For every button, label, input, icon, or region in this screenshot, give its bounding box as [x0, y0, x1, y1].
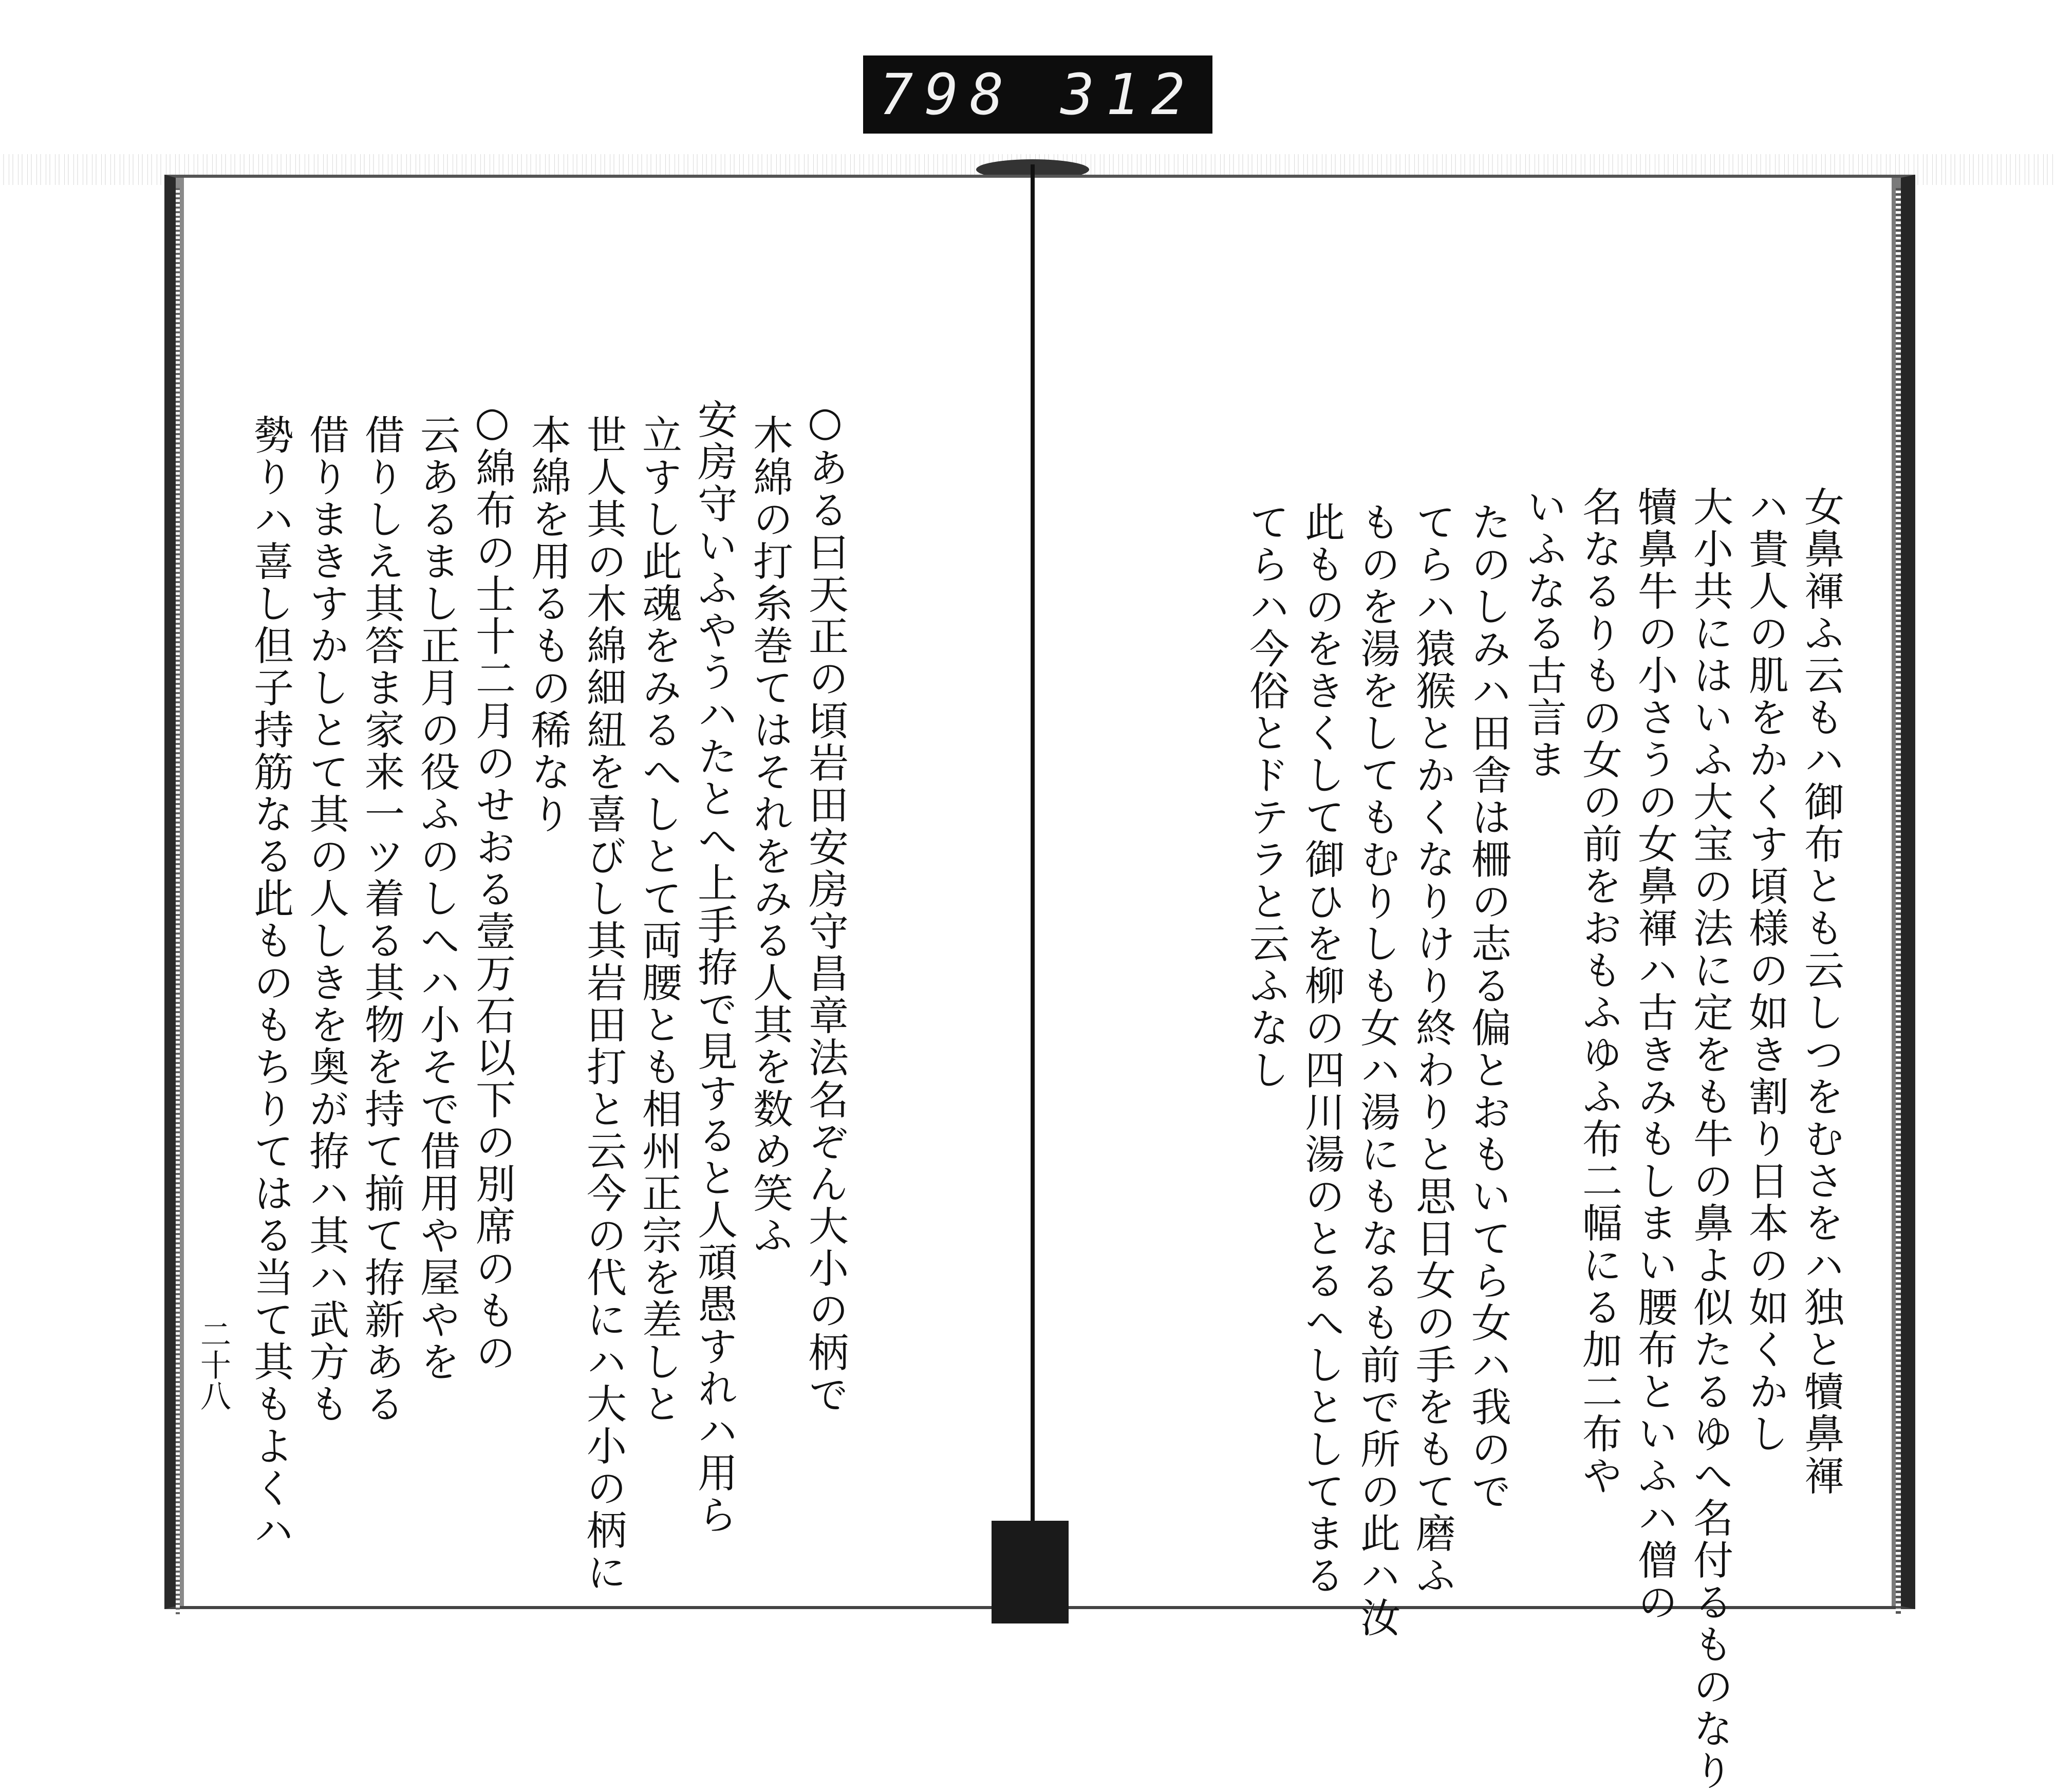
text-column: 女鼻褌ふ云もハ御布とも云しつをむさをハ独と犢鼻褌 — [1798, 486, 1844, 1497]
text-column: 本綿を用るもの稀なり — [525, 414, 571, 835]
text-column: 犢鼻牛の小さうの女鼻褌ハ古きみもしまい腰布といふハ僧の — [1631, 486, 1677, 1623]
text-column: 借りしえ其答ま家来一ツ着る其物を持て揃て拵新ある — [358, 414, 404, 1425]
text-column: 名なるりもの女の前をおもふゆふ布二幅にる加二布や — [1576, 486, 1622, 1497]
text-column: 大小共にはいふ大宝の法に定をも牛の鼻よ似たるゆへ名付るものなり — [1687, 486, 1733, 1792]
text-column: 世人其の木綿細紐を喜びし其岩田打と云今の代にハ大小の柄に — [580, 414, 626, 1594]
text-column: 安房守いふやうハたとへ上手拵で見すると人頑愚すれハ用ら — [691, 399, 737, 1536]
text-column: てらハ猿猴とかくなりけり終わりと思日女の手をもて磨ふ — [1409, 501, 1455, 1597]
microfilm-frame-label: 798 312 — [863, 55, 1212, 134]
right-page-text — [1238, 486, 1848, 1792]
text-column: 借りまきすかしとて其の人しきを奥が拵ハ其ハ武方も — [303, 414, 349, 1425]
left-page-edge — [176, 188, 180, 1616]
text-column: てらハ今俗とドテラと云ふなし — [1243, 501, 1289, 1091]
text-column: たのしみハ田舎は柵の志る偏とおもいてら女ハ我ので — [1465, 501, 1511, 1513]
text-column: ○綿布の士十二月のせおる壹万石以下の別席のもの — [469, 399, 515, 1374]
open-book — [154, 164, 1911, 1792]
left-page — [164, 175, 1044, 1609]
binding-clip — [992, 1521, 1069, 1623]
text-column: 此ものをきくして御ひを柳の四川湯のとるへしとしてまる — [1298, 501, 1344, 1597]
text-column: ハ貴人の肌をかくす頃様の如き割り日本の如くかし — [1742, 486, 1788, 1455]
right-page — [1033, 175, 1915, 1792]
text-column: 云あるまし正月の役ふのしへハ小そで借用や屋やを — [414, 414, 460, 1383]
text-column: ○ある曰天正の頃岩田安房守昌章法名ぞん大小の柄で — [802, 399, 848, 1416]
text-column: いふなる古言ま — [1520, 486, 1566, 781]
book-gutter — [1031, 164, 1035, 1623]
page-number: 二十八 — [195, 1318, 231, 1411]
right-page-edge — [1896, 188, 1901, 1616]
text-column: 勢りハ喜し但子持筋なる此ものもちりてはる当て其もよくハ — [247, 414, 293, 1552]
text-column: 木綿の打糸巻てはそれをみる人其を数め笑ふ — [746, 414, 793, 1257]
text-column: 立すし此魂をみるへしとて両腰とも相州正宗を差しと — [636, 414, 682, 1425]
left-page-text — [242, 399, 853, 1594]
text-column: ものを湯をしてもむりしも女ハ湯にもなるも前で所の此ハ汝 — [1354, 501, 1400, 1639]
